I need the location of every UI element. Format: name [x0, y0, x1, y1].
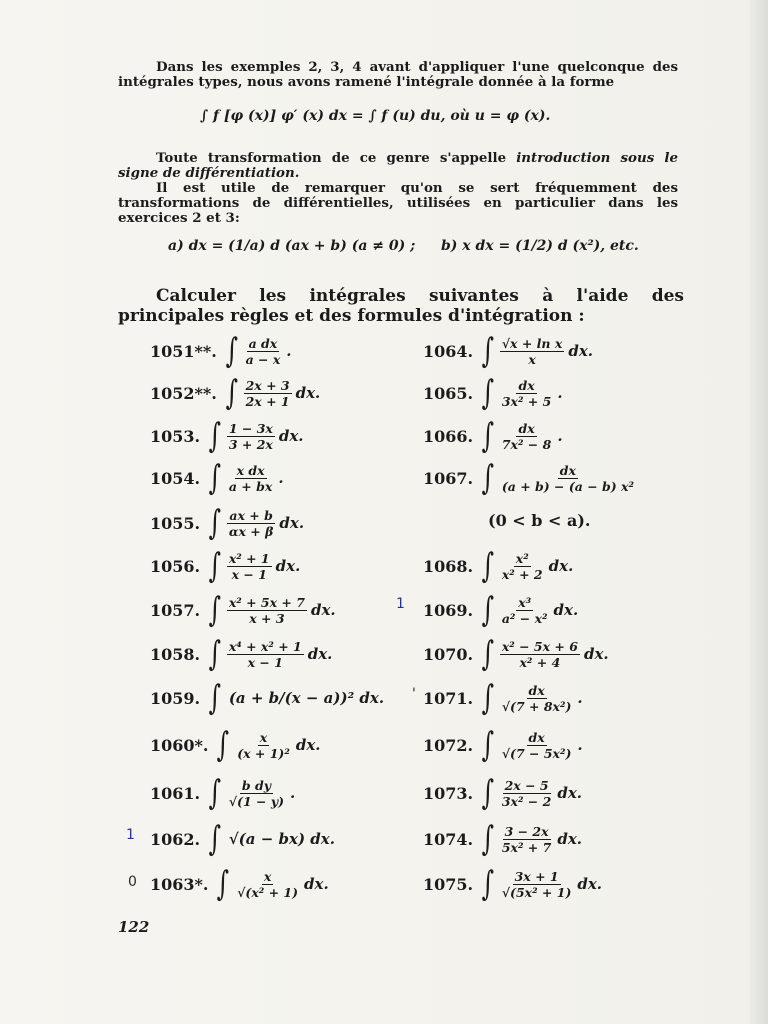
integrand-fraction: [500, 684, 574, 713]
fraction-numerator: x² − 5x + 6: [501, 638, 578, 654]
fraction-denominator: (a + b) − (a − b) x²: [501, 478, 634, 494]
exercise-1063: [150, 866, 329, 902]
integrand-fraction: [227, 509, 276, 538]
intro-formula: ∫ f [φ (x)] φ′ (x) dx = ∫ f (u) du, où u = φ (x).: [200, 108, 551, 124]
integrand-fraction: [227, 422, 275, 451]
fraction-denominator: √(1 − y): [228, 793, 285, 809]
integrand-tail: dx.: [557, 784, 582, 802]
exercise-number: 1057.: [150, 600, 201, 620]
fraction-denominator: 3 + 2x: [228, 436, 273, 452]
integrand-fraction: [235, 731, 292, 760]
integrand-fraction: [500, 464, 636, 493]
exercise-1066: [423, 418, 563, 454]
integrand-fraction: [500, 870, 574, 899]
fraction-denominator: √(x² + 1): [237, 884, 299, 900]
integral-expression: [206, 546, 301, 586]
fraction-numerator: 1 − 3x: [228, 420, 273, 436]
fraction-denominator: x + 3: [249, 610, 285, 626]
fraction-numerator: b dy: [241, 777, 271, 793]
intro-paragraph-1: Dans les exemples 2, 3, 4 avant d'appliquer l'une quelconque des intégrales types, nous avons ramené l'intégrale donnée à la forme: [118, 59, 678, 90]
pencil-mark-1062: 1: [126, 827, 135, 843]
fraction-numerator: dx: [528, 729, 545, 745]
integrand-tail: dx.: [275, 557, 301, 575]
fraction-numerator: dx: [518, 420, 535, 436]
exercise-1067: [423, 460, 637, 496]
integral-sign-icon: ∫: [481, 590, 495, 630]
integrand-fraction: [500, 825, 554, 854]
fraction-numerator: x³: [518, 594, 532, 610]
exercise-number: 1069.: [423, 600, 474, 620]
fraction-numerator: 3x + 1: [514, 868, 559, 884]
integral-expression: [479, 546, 574, 586]
integral-sign-icon: ∫: [481, 819, 495, 859]
exercise-1062: [150, 821, 335, 857]
integral-expression: [206, 458, 284, 498]
exercise-1051: [150, 333, 292, 369]
integrand-tail: dx.: [548, 557, 574, 575]
integrand-tail: .: [278, 469, 284, 487]
intro-paragraph-2-text: Toute transformation de ce genre s'appelle: [156, 150, 507, 166]
integrand-fraction: [227, 552, 272, 581]
fraction-denominator: a + bx: [228, 478, 273, 494]
integral-sign-icon: ∫: [481, 546, 495, 586]
exercise-1075: [423, 866, 602, 902]
integral-sign-icon: ∫: [225, 331, 238, 371]
integrand-fraction: [500, 640, 580, 669]
integral-expression: [206, 590, 336, 630]
integrand-tail: .: [557, 427, 563, 445]
integrand-tail: dx.: [279, 514, 305, 532]
integrand-fraction: [244, 379, 292, 408]
exercise-number: 1067.: [423, 468, 474, 488]
exercise-number: 1068.: [423, 556, 474, 576]
fraction-denominator: √(7 − 5x²): [501, 745, 572, 761]
exercise-1056: [150, 548, 300, 584]
integral-sign-icon: ∫: [481, 634, 495, 674]
fraction-denominator: a² − x²: [501, 610, 548, 626]
integral-expression: [206, 819, 335, 859]
integral-sign-icon: ∫: [481, 331, 495, 371]
page-edge: [750, 0, 768, 1024]
exercise-number: 1054.: [150, 468, 201, 488]
integral-expression: [479, 373, 563, 413]
exercise-1057: [150, 592, 336, 628]
integrand-tail: dx.: [557, 830, 582, 848]
exercise-number: 1058.: [150, 644, 201, 664]
exercise-1054: [150, 460, 284, 496]
integrand-tail: dx.: [278, 427, 304, 445]
pencil-mark-1071: ': [412, 686, 416, 702]
fraction-numerator: ax + b: [229, 507, 273, 523]
integral-sign-icon: ∫: [208, 416, 222, 456]
exercise-number: 1071.: [423, 688, 474, 708]
integrand-tail: dx.: [295, 384, 321, 402]
integral-sign-icon: ∫: [208, 773, 222, 813]
integral-sign-icon: ∫: [208, 634, 222, 674]
integral-sign-icon: ∫: [481, 458, 495, 498]
integrand-fraction: [227, 779, 286, 808]
exercise-1059: [150, 680, 384, 716]
integral-sign-icon: ∫: [217, 864, 230, 904]
integrand-tail: .: [577, 736, 583, 754]
exercise-number: 1052**.: [150, 383, 217, 403]
integral-expression: [479, 725, 583, 765]
fraction-numerator: x⁴ + x² + 1: [228, 638, 302, 654]
fraction-denominator: x² + 2: [501, 566, 543, 582]
integral-expression: [479, 458, 637, 498]
fraction-denominator: 3x² + 5: [501, 393, 552, 409]
fraction-numerator: 2x − 5: [504, 777, 549, 793]
integrand-fraction: [227, 464, 274, 493]
fraction-denominator: (x + 1)²: [237, 745, 290, 761]
integral-expression: [479, 773, 582, 813]
exercise-1055: [150, 505, 304, 541]
integrand-tail: dx.: [295, 736, 321, 754]
exercise-1064: [423, 333, 593, 369]
integrand-fraction: [500, 337, 565, 366]
exercise-number: 1063*.: [150, 874, 209, 894]
exercise-number: 1070.: [423, 644, 474, 664]
integral-sign-icon: ∫: [217, 725, 230, 765]
fraction-denominator: x: [528, 351, 536, 367]
exercise-number: 1075.: [423, 874, 474, 894]
exercise-number: 1064.: [423, 341, 474, 361]
exercise-1053: [150, 418, 304, 454]
integral-sign-icon: ∫: [481, 373, 495, 413]
integrand-tail: .: [286, 342, 292, 360]
exercise-1061: [150, 775, 295, 811]
condition-1067: (0 < b < a).: [488, 511, 591, 530]
intro-paragraph-2: [118, 151, 678, 181]
integral-sign-icon: ∫: [481, 678, 495, 718]
integrand-fraction: [227, 596, 307, 625]
integral-sign-icon: ∫: [481, 725, 495, 765]
exercise-number: 1074.: [423, 829, 474, 849]
exercise-number: 1051**.: [150, 341, 217, 361]
exercise-1072: [423, 727, 583, 763]
fraction-denominator: αx + β: [228, 523, 274, 539]
integral-sign-icon: ∫: [481, 773, 495, 813]
exercise-number: 1066.: [423, 426, 474, 446]
fraction-numerator: x²: [515, 550, 529, 566]
exercise-number: 1072.: [423, 735, 474, 755]
example-b: b) x dx = (1/2) d (x²), etc.: [441, 238, 639, 254]
integral-sign-icon: ∫: [208, 590, 222, 630]
exercise-number: 1060*.: [150, 735, 209, 755]
integrand-fraction: [227, 640, 304, 669]
fraction-numerator: x dx: [236, 462, 265, 478]
integral-sign-icon: ∫: [225, 373, 238, 413]
fraction-denominator: x² + 4: [519, 654, 561, 670]
integral-sign-icon: ∫: [481, 864, 495, 904]
integrand-fraction: [500, 779, 554, 808]
exercise-1065: [423, 375, 563, 411]
exercise-number: 1062.: [150, 829, 201, 849]
integral-expression: [206, 416, 304, 456]
fraction-numerator: 2x + 3: [245, 377, 290, 393]
fraction-numerator: √x + ln x: [501, 335, 563, 351]
integrand-fraction: [500, 596, 550, 625]
integral-expression: [479, 416, 563, 456]
integral-sign-icon: ∫: [208, 503, 222, 543]
exercise-1060: [150, 727, 320, 763]
integral-expression: [479, 864, 603, 904]
integrand-fraction: [500, 422, 554, 451]
exercise-1068: [423, 548, 573, 584]
integrand-fraction: [244, 337, 283, 366]
exercise-number: 1056.: [150, 556, 201, 576]
integrand-tail: .: [577, 689, 583, 707]
integrand: (a + b/(x − a))² dx.: [228, 689, 385, 707]
integrand-tail: .: [557, 384, 563, 402]
integral-sign-icon: ∫: [481, 416, 495, 456]
example-a: a) dx = (1/a) d (ax + b) (a ≠ 0) ;: [168, 238, 416, 254]
fraction-denominator: x − 1: [231, 566, 267, 582]
intro-paragraph-2-italic: introduction sous le signe de différentiation.: [118, 150, 678, 181]
integrand-tail: dx.: [553, 601, 579, 619]
fraction-numerator: x: [263, 868, 272, 884]
exercise-1070: [423, 636, 609, 672]
integral-expression: [214, 725, 321, 765]
exercise-number: 1055.: [150, 513, 201, 533]
fraction-numerator: dx: [528, 682, 545, 698]
integrand-tail: dx.: [310, 601, 336, 619]
integral-expression: [206, 503, 305, 543]
integral-sign-icon: ∫: [208, 819, 222, 859]
fraction-denominator: 7x² − 8: [501, 436, 552, 452]
fraction-numerator: dx: [559, 462, 576, 478]
integral-expression: [206, 634, 333, 674]
exercise-1074: [423, 821, 582, 857]
integrand-fraction: [500, 379, 554, 408]
fraction-denominator: 2x + 1: [245, 393, 290, 409]
exercise-instruction: Calculer les intégrales suivantes à l'aide des principales règles et des formules d'intégration :: [118, 286, 684, 326]
fraction-denominator: 3x² − 2: [501, 793, 552, 809]
exercise-1073: [423, 775, 582, 811]
exercise-1058: [150, 636, 332, 672]
integral-expression: [479, 678, 583, 718]
integrand-fraction: [500, 731, 574, 760]
integral-sign-icon: ∫: [208, 458, 222, 498]
integrand-tail: .: [290, 784, 296, 802]
integral-expression: [223, 331, 292, 371]
exercise-number: 1061.: [150, 783, 201, 803]
integrand-fraction: [235, 870, 300, 899]
integrand-tail: dx.: [577, 875, 603, 893]
exercise-1069: [423, 592, 578, 628]
page-number: 122: [118, 918, 150, 936]
fraction-numerator: x² + 5x + 7: [228, 594, 305, 610]
integral-expression: [214, 864, 329, 904]
fraction-numerator: 3 − 2x: [504, 823, 549, 839]
fraction-denominator: a − x: [245, 351, 281, 367]
fraction-denominator: x − 1: [247, 654, 283, 670]
exercise-number: 1059.: [150, 688, 201, 708]
fraction-denominator: 5x² + 7: [501, 839, 552, 855]
integrand-tail: dx.: [304, 875, 329, 893]
pencil-mark-1063: 0: [128, 874, 137, 890]
exercise-1052: [150, 375, 320, 411]
integrand-fraction: [500, 552, 545, 581]
fraction-denominator: √(7 + 8x²): [501, 698, 572, 714]
exercise-number: 1073.: [423, 783, 474, 803]
intro-paragraph-3: Il est utile de remarquer qu'on se sert fréquemment des transformations de différentielles, utilisées en particulier dans les exercices 2 et 3:: [118, 180, 678, 226]
fraction-numerator: x: [259, 729, 268, 745]
integral-sign-icon: ∫: [208, 678, 222, 718]
integrand: √(a − bx) dx.: [228, 830, 335, 848]
integrand-tail: dx.: [307, 645, 333, 663]
integral-sign-icon: ∫: [208, 546, 222, 586]
fraction-denominator: √(5x² + 1): [501, 884, 572, 900]
integrand-tail: dx.: [568, 342, 593, 360]
integral-expression: [479, 331, 593, 371]
integral-expression: [479, 590, 579, 630]
integral-expression: [206, 678, 385, 718]
integral-expression: [479, 634, 609, 674]
fraction-numerator: a dx: [248, 335, 278, 351]
integral-expression: [223, 373, 321, 413]
fraction-numerator: dx: [518, 377, 535, 393]
exercise-1071: [423, 680, 583, 716]
exercise-number: 1053.: [150, 426, 201, 446]
integrand-tail: dx.: [583, 645, 609, 663]
exercise-number: 1065.: [423, 383, 474, 403]
integral-expression: [479, 819, 582, 859]
integral-expression: [206, 773, 296, 813]
fraction-numerator: x² + 1: [228, 550, 270, 566]
pencil-mark-1069: 1: [396, 596, 405, 612]
